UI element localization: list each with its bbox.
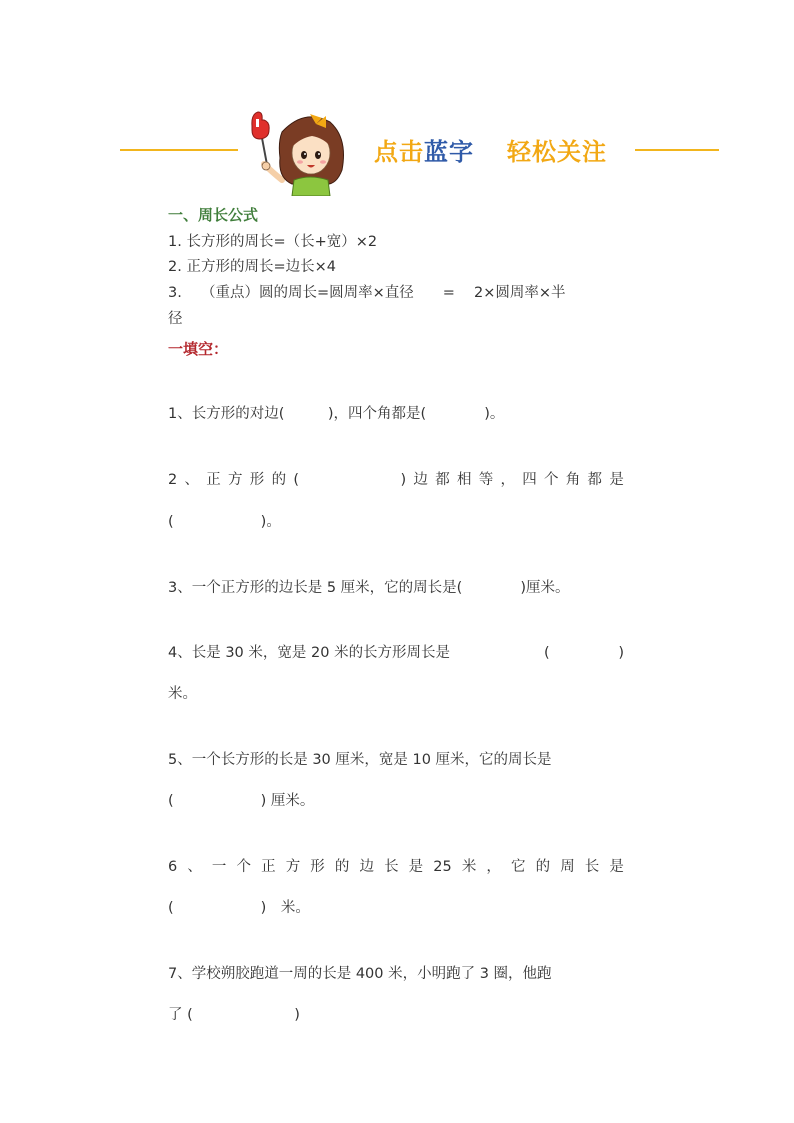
q6-token: 的 [334, 859, 350, 875]
q6-token: 它 [511, 859, 526, 875]
question-1: 1、长方形的对边( )，四个角都是( )。 [168, 406, 505, 422]
banner-blue-text[interactable]: 蓝字 [424, 138, 474, 166]
q6-token: 方 [285, 859, 301, 875]
q2-token: 四 [522, 472, 537, 488]
q2-token: 相 [456, 472, 472, 488]
q4-text: 4、长是 30 米，宽是 20 米的长方形周长是 [168, 645, 451, 661]
q6-token: 25 [433, 859, 452, 875]
banner-follow-text[interactable] [374, 137, 474, 167]
banner-right-line [635, 149, 719, 151]
question-6-line-2: ( ) 米。 [168, 900, 310, 916]
q6-token: 米 [461, 859, 477, 875]
girl-holding-foam-finger-icon [238, 108, 354, 196]
q2-token: 形 [249, 472, 265, 488]
q2-token: 角 [565, 472, 581, 488]
question-3: 3、一个正方形的边长是 5 厘米，它的周长是( )厘米。 [168, 580, 570, 596]
q6-token: 正 [261, 859, 276, 875]
q2-token: 都 [435, 472, 450, 488]
q2-token: 2 [168, 472, 178, 488]
q6-token: 个 [236, 859, 252, 875]
q2-token: 等 [478, 472, 494, 488]
q6-token: 周 [560, 859, 575, 875]
q4-close-paren: ) [618, 645, 624, 661]
q2-token: 方 [228, 472, 243, 488]
formula-rectangle: 1. 长方形的周长=（长+宽）×2 [168, 234, 378, 250]
q2-token: 、 [184, 472, 199, 488]
question-7-line-2: 了 ( ) [168, 1007, 300, 1023]
question-5-line-2: ( ) 厘米。 [168, 793, 315, 809]
q4-open-paren: ( [544, 645, 550, 661]
banner-easy-follow-text[interactable]: 轻松关注 [507, 138, 607, 166]
q6-token: 一 [211, 859, 227, 875]
q2-token: 的 [271, 472, 287, 488]
q2-token: 边 [413, 472, 428, 488]
question-6-line-1 [168, 857, 624, 877]
banner-left-line [120, 149, 238, 151]
q6-token: 长 [584, 859, 600, 875]
q6-token: 的 [535, 859, 551, 875]
formula-circle-continued: 径 [168, 311, 183, 327]
q2-token: 正 [206, 472, 221, 488]
section-fill-blank-heading: 一填空： [168, 340, 229, 358]
formula-square: 2. 正方形的周长=边长×4 [168, 259, 336, 275]
q6-token: 是 [609, 859, 624, 875]
q6-token: 是 [408, 859, 424, 875]
q2-blank: ( ) [293, 472, 407, 488]
formula-circle: 3. （重点）圆的周长=圆周率×直径 = 2×圆周率×半 [168, 285, 566, 301]
q6-token: ， [486, 859, 501, 875]
q6-token: 边 [359, 859, 374, 875]
q6-token: 、 [187, 859, 202, 875]
q6-token: 形 [310, 859, 325, 875]
section-perimeter-formula-heading: 一、周长公式 [168, 206, 259, 224]
question-7-line-1: 7、学校朔胶跑道一周的长是 400 米，小明跑了 3 圈，他跑 [168, 966, 552, 982]
question-5-line-1: 5、一个长方形的长是 30 厘米，宽是 10 厘米，它的周长是 [168, 752, 552, 768]
q2-token: 个 [544, 472, 559, 488]
question-4-line-2: 米。 [168, 686, 197, 702]
q6-token: 长 [384, 859, 399, 875]
question-4-line-1 [168, 643, 624, 663]
banner-click-text[interactable]: 点击 [374, 138, 424, 166]
q2-token: 是 [609, 472, 624, 488]
question-2-line-1 [168, 470, 624, 490]
q6-token: 6 [168, 859, 178, 875]
question-2-line-2: ( )。 [168, 514, 281, 530]
q2-token: ， [500, 472, 515, 488]
q2-token: 都 [587, 472, 603, 488]
